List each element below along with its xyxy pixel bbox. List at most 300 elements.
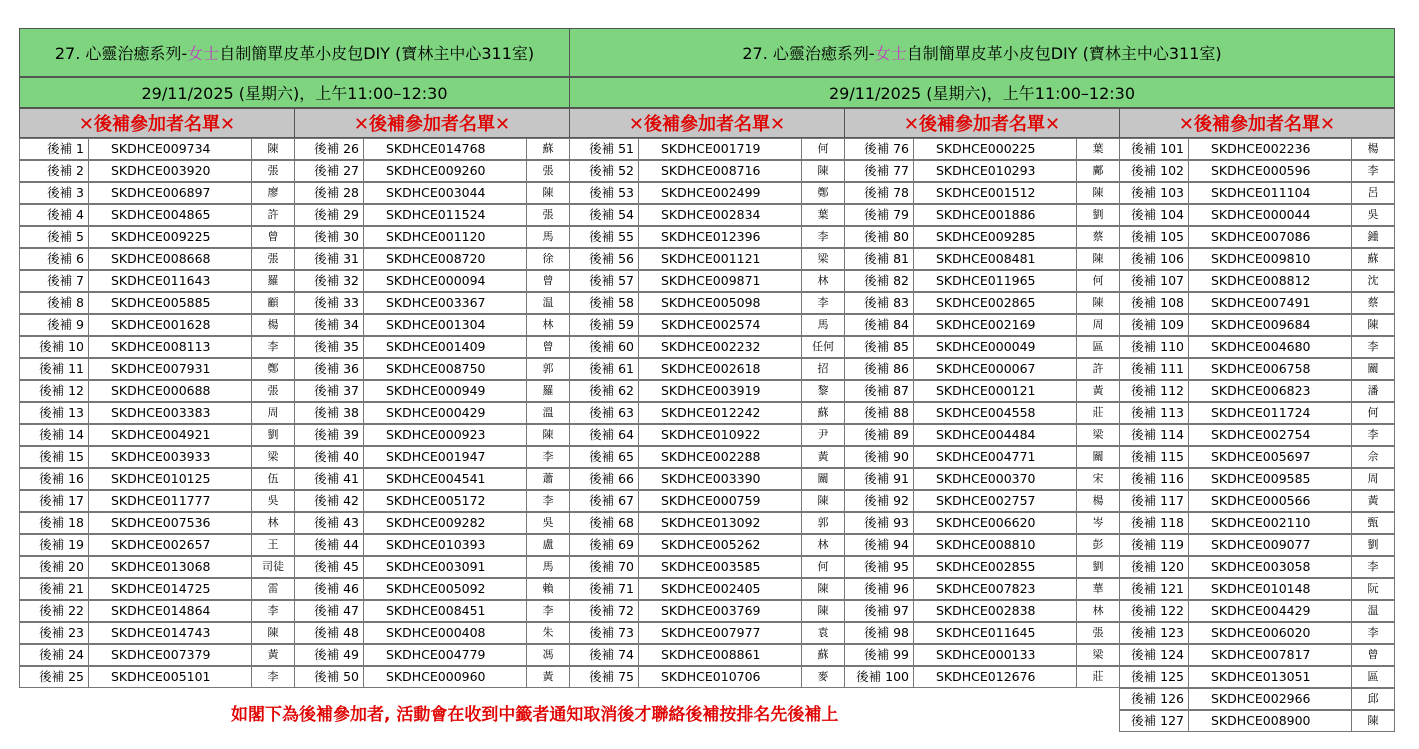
waitlist-rank: 後補 94: [844, 534, 914, 556]
waitlist-rank: 後補 99: [844, 644, 914, 666]
surname: 李: [1351, 622, 1395, 644]
member-code: SKDHCE009282: [363, 512, 527, 534]
surname: 葉: [801, 204, 845, 226]
member-code: SKDHCE011104: [1188, 182, 1352, 204]
table-row: [19, 204, 295, 226]
surname: 林: [801, 270, 845, 292]
member-code: SKDHCE001886: [913, 204, 1077, 226]
table-row: [844, 556, 1120, 578]
surname: 沈: [1351, 270, 1395, 292]
table-row: [1119, 402, 1395, 424]
member-code: SKDHCE012396: [638, 226, 802, 248]
member-code: SKDHCE002110: [1188, 512, 1352, 534]
waitlist-rank: 後補 59: [569, 314, 639, 336]
member-code: SKDHCE009810: [1188, 248, 1352, 270]
member-code: SKDHCE003390: [638, 468, 802, 490]
table-row: [569, 622, 845, 644]
surname: 梁: [1076, 644, 1120, 666]
waitlist-rank: 後補 66: [569, 468, 639, 490]
table-row: [19, 600, 295, 622]
member-code: SKDHCE006823: [1188, 380, 1352, 402]
table-row: [569, 556, 845, 578]
member-code: SKDHCE014864: [88, 600, 252, 622]
waitlist-rank: 後補 75: [569, 666, 639, 688]
surname: 伍: [251, 468, 295, 490]
table-row: [1119, 160, 1395, 182]
table-row: [569, 138, 845, 160]
member-code: SKDHCE010148: [1188, 578, 1352, 600]
waitlist-rank: 後補 33: [294, 292, 364, 314]
table-row: [294, 270, 570, 292]
surname: 陳: [251, 138, 295, 160]
waitlist-rank: 後補 116: [1119, 468, 1189, 490]
waitlist-rank: 後補 127: [1119, 710, 1189, 732]
table-row: [19, 336, 295, 358]
waitlist-rank: 後補 49: [294, 644, 364, 666]
member-code: SKDHCE002499: [638, 182, 802, 204]
member-code: SKDHCE000049: [913, 336, 1077, 358]
waitlist-rank: 後補 93: [844, 512, 914, 534]
waitlist-rank: 後補 95: [844, 556, 914, 578]
surname: 楊: [1076, 490, 1120, 512]
surname: 劉: [1351, 534, 1395, 556]
member-code: SKDHCE004779: [363, 644, 527, 666]
surname: 何: [1351, 402, 1395, 424]
waitlist-rank: 後補 103: [1119, 182, 1189, 204]
table-row: [294, 534, 570, 556]
surname: 陳: [251, 622, 295, 644]
waitlist-rank: 後補 52: [569, 160, 639, 182]
member-code: SKDHCE008716: [638, 160, 802, 182]
waitlist-rank: 後補 92: [844, 490, 914, 512]
waitlist-rank: 後補 44: [294, 534, 364, 556]
column-heading-3: ✕後補參加者名單✕: [569, 108, 845, 138]
waitlist-rank: 後補 111: [1119, 358, 1189, 380]
member-code: SKDHCE011645: [913, 622, 1077, 644]
waitlist-rank: 後補 7: [19, 270, 89, 292]
waitlist-rank: 後補 30: [294, 226, 364, 248]
waitlist-rank: 後補 97: [844, 600, 914, 622]
waitlist-rank: 後補 48: [294, 622, 364, 644]
table-row: [844, 292, 1120, 314]
surname: 陳: [801, 600, 845, 622]
member-code: SKDHCE011643: [88, 270, 252, 292]
surname: 梁: [801, 248, 845, 270]
surname: 區: [1076, 336, 1120, 358]
surname: 麥: [801, 666, 845, 688]
surname: 宋: [1076, 468, 1120, 490]
member-code: SKDHCE006020: [1188, 622, 1352, 644]
table-row: [294, 226, 570, 248]
member-code: SKDHCE003044: [363, 182, 527, 204]
table-row: [19, 556, 295, 578]
table-row: [844, 336, 1120, 358]
waitlist-rank: 後補 42: [294, 490, 364, 512]
table-row: [844, 204, 1120, 226]
surname: 尹: [801, 424, 845, 446]
table-row: [1119, 666, 1395, 688]
table-row: [1119, 468, 1395, 490]
table-row: [844, 600, 1120, 622]
member-code: SKDHCE000688: [88, 380, 252, 402]
surname: 呂: [1351, 182, 1395, 204]
table-row: [844, 424, 1120, 446]
member-code: SKDHCE001628: [88, 314, 252, 336]
table-row: [1119, 270, 1395, 292]
waitlist-rank: 後補 15: [19, 446, 89, 468]
member-code: SKDHCE003091: [363, 556, 527, 578]
surname: 陳: [1076, 248, 1120, 270]
waitlist-rank: 後補 34: [294, 314, 364, 336]
surname: 張: [526, 160, 570, 182]
table-row: [294, 138, 570, 160]
member-code: SKDHCE002754: [1188, 424, 1352, 446]
table-row: [294, 358, 570, 380]
member-code: SKDHCE005885: [88, 292, 252, 314]
waitlist-rank: 後補 24: [19, 644, 89, 666]
waitlist-rank: 後補 125: [1119, 666, 1189, 688]
waitlist-rank: 後補 60: [569, 336, 639, 358]
member-code: SKDHCE001409: [363, 336, 527, 358]
member-code: SKDHCE001719: [638, 138, 802, 160]
waitlist-rank: 後補 26: [294, 138, 364, 160]
member-code: SKDHCE012676: [913, 666, 1077, 688]
waitlist-rank: 後補 124: [1119, 644, 1189, 666]
surname: 李: [1351, 556, 1395, 578]
member-code: SKDHCE004680: [1188, 336, 1352, 358]
surname: 吳: [526, 512, 570, 534]
waitlist-rank: 後補 4: [19, 204, 89, 226]
member-code: SKDHCE007086: [1188, 226, 1352, 248]
surname: 關: [801, 468, 845, 490]
table-row: [294, 622, 570, 644]
table-row: [1119, 556, 1395, 578]
surname: 郭: [801, 512, 845, 534]
surname: 李: [1351, 424, 1395, 446]
waitlist-rank: 後補 118: [1119, 512, 1189, 534]
member-code: SKDHCE002405: [638, 578, 802, 600]
surname: 何: [801, 556, 845, 578]
table-row: [844, 248, 1120, 270]
member-code: SKDHCE002232: [638, 336, 802, 358]
table-row: [569, 248, 845, 270]
surname: 廖: [251, 182, 295, 204]
table-row: [844, 622, 1120, 644]
member-code: SKDHCE002834: [638, 204, 802, 226]
member-code: SKDHCE001121: [638, 248, 802, 270]
member-code: SKDHCE005092: [363, 578, 527, 600]
waitlist-rank: 後補 41: [294, 468, 364, 490]
waitlist-rank: 後補 81: [844, 248, 914, 270]
member-code: SKDHCE012242: [638, 402, 802, 424]
member-code: SKDHCE000429: [363, 402, 527, 424]
surname: 楊: [251, 314, 295, 336]
member-code: SKDHCE002966: [1188, 688, 1352, 710]
member-code: SKDHCE005172: [363, 490, 527, 512]
waitlist-rank: 後補 58: [569, 292, 639, 314]
waitlist-rank: 後補 5: [19, 226, 89, 248]
waitlist-rank: 後補 89: [844, 424, 914, 446]
member-code: SKDHCE011524: [363, 204, 527, 226]
member-code: SKDHCE002855: [913, 556, 1077, 578]
surname: 張: [251, 380, 295, 402]
waitlist-rank: 後補 27: [294, 160, 364, 182]
waitlist-rank: 後補 39: [294, 424, 364, 446]
column-heading-2: ✕後補參加者名單✕: [294, 108, 570, 138]
surname: 馬: [526, 226, 570, 248]
waitlist-rank: 後補 80: [844, 226, 914, 248]
event-title-right: [569, 28, 1395, 77]
surname: 吳: [1351, 204, 1395, 226]
event-title-left: [19, 28, 570, 77]
surname: 梁: [251, 446, 295, 468]
table-row: [19, 534, 295, 556]
table-row: [844, 666, 1120, 688]
surname: 岑: [1076, 512, 1120, 534]
waitlist-rank: 後補 31: [294, 248, 364, 270]
member-code: SKDHCE000949: [363, 380, 527, 402]
waitlist-rank: 後補 16: [19, 468, 89, 490]
table-row: [569, 578, 845, 600]
waitlist-rank: 後補 45: [294, 556, 364, 578]
member-code: SKDHCE004921: [88, 424, 252, 446]
waitlist-rank: 後補 29: [294, 204, 364, 226]
table-row: [1119, 710, 1395, 732]
table-row: [294, 314, 570, 336]
table-row: [569, 512, 845, 534]
surname: 周: [1351, 468, 1395, 490]
table-row: [569, 160, 845, 182]
surname: 何: [801, 138, 845, 160]
member-code: SKDHCE008668: [88, 248, 252, 270]
table-row: [19, 490, 295, 512]
member-code: SKDHCE008750: [363, 358, 527, 380]
surname: 鄭: [801, 182, 845, 204]
member-code: SKDHCE008810: [913, 534, 1077, 556]
member-code: SKDHCE009285: [913, 226, 1077, 248]
waitlist-rank: 後補 126: [1119, 688, 1189, 710]
table-row: [19, 248, 295, 270]
event-date-right: [569, 77, 1395, 108]
surname: 潘: [1351, 380, 1395, 402]
member-code: SKDHCE009585: [1188, 468, 1352, 490]
surname: 羅: [526, 380, 570, 402]
waitlist-rank: 後補 22: [19, 600, 89, 622]
member-code: SKDHCE005101: [88, 666, 252, 688]
waitlist-rank: 後補 101: [1119, 138, 1189, 160]
surname: 李: [251, 336, 295, 358]
table-row: [844, 578, 1120, 600]
member-code: SKDHCE014725: [88, 578, 252, 600]
waitlist-rank: 後補 8: [19, 292, 89, 314]
waitlist-rank: 後補 51: [569, 138, 639, 160]
table-row: [19, 226, 295, 248]
member-code: SKDHCE013051: [1188, 666, 1352, 688]
surname: 司徒: [251, 556, 295, 578]
waitlist-rank: 後補 38: [294, 402, 364, 424]
surname: 蘇: [526, 138, 570, 160]
surname: 華: [1076, 578, 1120, 600]
table-row: [844, 160, 1120, 182]
surname: 袁: [801, 622, 845, 644]
member-code: SKDHCE005098: [638, 292, 802, 314]
member-code: SKDHCE004558: [913, 402, 1077, 424]
surname: 張: [251, 248, 295, 270]
member-code: SKDHCE002838: [913, 600, 1077, 622]
table-row: [569, 270, 845, 292]
table-row: [569, 468, 845, 490]
waitlist-rank: 後補 113: [1119, 402, 1189, 424]
table-row: [1119, 600, 1395, 622]
member-code: SKDHCE004771: [913, 446, 1077, 468]
waitlist-rank: 後補 102: [1119, 160, 1189, 182]
surname: 温: [526, 292, 570, 314]
waitlist-rank: 後補 86: [844, 358, 914, 380]
waitlist-rank: 後補 61: [569, 358, 639, 380]
surname: 張: [1076, 622, 1120, 644]
table-row: [1119, 424, 1395, 446]
table-row: [294, 182, 570, 204]
member-code: SKDHCE003919: [638, 380, 802, 402]
waitlist-rank: 後補 62: [569, 380, 639, 402]
waitlist-rank: 後補 69: [569, 534, 639, 556]
table-row: [1119, 138, 1395, 160]
surname: 李: [526, 490, 570, 512]
member-code: SKDHCE003585: [638, 556, 802, 578]
member-code: SKDHCE007817: [1188, 644, 1352, 666]
waitlist-rank: 後補 117: [1119, 490, 1189, 512]
member-code: SKDHCE008720: [363, 248, 527, 270]
table-row: [1119, 622, 1395, 644]
surname: 劉: [1076, 204, 1120, 226]
surname: 李: [801, 292, 845, 314]
table-row: [1119, 248, 1395, 270]
table-row: [19, 380, 295, 402]
member-code: SKDHCE004429: [1188, 600, 1352, 622]
member-code: SKDHCE001947: [363, 446, 527, 468]
surname: 關: [1076, 446, 1120, 468]
table-row: [844, 402, 1120, 424]
surname: 鍾: [1351, 226, 1395, 248]
member-code: SKDHCE009871: [638, 270, 802, 292]
surname: 陳: [1076, 182, 1120, 204]
table-row: [1119, 534, 1395, 556]
member-code: SKDHCE002169: [913, 314, 1077, 336]
waitlist-rank: 後補 71: [569, 578, 639, 600]
waitlist-rank: 後補 79: [844, 204, 914, 226]
waitlist-rank: 後補 9: [19, 314, 89, 336]
waitlist-rank: 後補 73: [569, 622, 639, 644]
table-row: [19, 402, 295, 424]
surname: 蕭: [526, 468, 570, 490]
surname: 陳: [1351, 710, 1395, 732]
waitlist-rank: 後補 37: [294, 380, 364, 402]
table-row: [19, 160, 295, 182]
table-row: [1119, 512, 1395, 534]
member-code: SKDHCE005262: [638, 534, 802, 556]
waitlist-rank: 後補 91: [844, 468, 914, 490]
table-row: [19, 666, 295, 688]
member-code: SKDHCE014743: [88, 622, 252, 644]
member-code: SKDHCE006620: [913, 512, 1077, 534]
member-code: SKDHCE005697: [1188, 446, 1352, 468]
waitlist-rank: 後補 63: [569, 402, 639, 424]
event-date-right-text: 29/11/2025 (星期六)，上午11:00–12:30: [828, 84, 1135, 103]
surname: 朱: [526, 622, 570, 644]
table-row: [1119, 490, 1395, 512]
surname: 林: [251, 512, 295, 534]
member-code: SKDHCE003920: [88, 160, 252, 182]
waitlist-rank: 後補 122: [1119, 600, 1189, 622]
member-code: SKDHCE006758: [1188, 358, 1352, 380]
table-row: [19, 138, 295, 160]
surname: 林: [1076, 600, 1120, 622]
table-row: [569, 226, 845, 248]
member-code: SKDHCE000960: [363, 666, 527, 688]
surname: 王: [251, 534, 295, 556]
waitlist-rank: 後補 114: [1119, 424, 1189, 446]
waitlist-rank: 後補 84: [844, 314, 914, 336]
surname: 溫: [526, 402, 570, 424]
surname: 楊: [1351, 138, 1395, 160]
table-row: [1119, 578, 1395, 600]
waitlist-rank: 後補 100: [844, 666, 914, 688]
waitlist-rank: 後補 11: [19, 358, 89, 380]
member-code: SKDHCE008113: [88, 336, 252, 358]
waitlist-rank: 後補 77: [844, 160, 914, 182]
member-code: SKDHCE000596: [1188, 160, 1352, 182]
surname: 李: [251, 666, 295, 688]
waitlist-rank: 後補 28: [294, 182, 364, 204]
table-row: [844, 468, 1120, 490]
waitlist-rank: 後補 96: [844, 578, 914, 600]
surname: 劉: [251, 424, 295, 446]
member-code: SKDHCE003383: [88, 402, 252, 424]
member-code: SKDHCE004484: [913, 424, 1077, 446]
table-row: [844, 534, 1120, 556]
surname: 許: [251, 204, 295, 226]
member-code: SKDHCE007536: [88, 512, 252, 534]
surname: 區: [1351, 666, 1395, 688]
member-code: SKDHCE002657: [88, 534, 252, 556]
table-row: [294, 556, 570, 578]
table-row: [569, 666, 845, 688]
member-code: SKDHCE002236: [1188, 138, 1352, 160]
table-row: [19, 182, 295, 204]
surname: 何: [1076, 270, 1120, 292]
table-row: [569, 336, 845, 358]
waitlist-rank: 後補 46: [294, 578, 364, 600]
surname: 李: [251, 600, 295, 622]
surname: 任何: [801, 336, 845, 358]
member-code: SKDHCE000759: [638, 490, 802, 512]
surname: 蔡: [1351, 292, 1395, 314]
member-code: SKDHCE004541: [363, 468, 527, 490]
table-row: [294, 512, 570, 534]
waitlist-rank: 後補 119: [1119, 534, 1189, 556]
waitlist-rank: 後補 85: [844, 336, 914, 358]
table-row: [1119, 292, 1395, 314]
table-row: [1119, 358, 1395, 380]
surname: 蘇: [801, 644, 845, 666]
member-code: SKDHCE011777: [88, 490, 252, 512]
surname: 馬: [526, 556, 570, 578]
member-code: SKDHCE002865: [913, 292, 1077, 314]
member-code: SKDHCE009260: [363, 160, 527, 182]
waitlist-rank: 後補 78: [844, 182, 914, 204]
surname: 梁: [1076, 424, 1120, 446]
table-row: [1119, 336, 1395, 358]
